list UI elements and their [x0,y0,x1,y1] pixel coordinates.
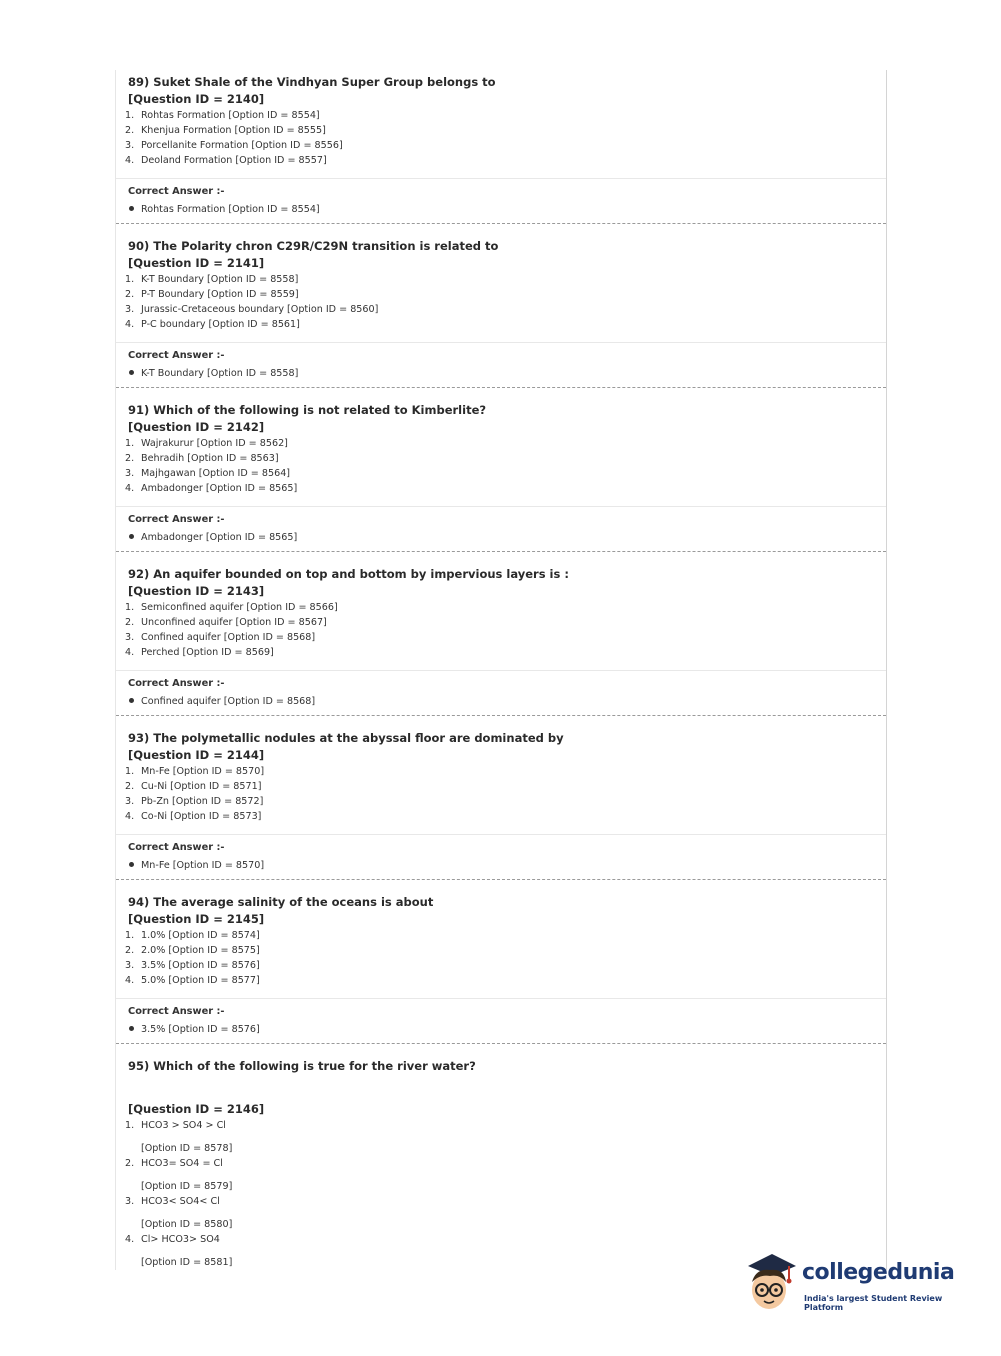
option-item: 1. Rohtas Formation [Option ID = 8554] [125,110,320,121]
question-id: [Question ID = 2143] [128,584,265,598]
question-block-95 [116,1054,886,1270]
option-item: 4. P-C boundary [Option ID = 8561] [125,319,300,330]
option-id: [Option ID = 8578] [141,1143,233,1154]
option-item: 3. Porcellanite Formation [Option ID = 8556] [125,140,343,151]
correct-answer-label: Correct Answer :- [128,514,225,525]
correct-answer-label: Correct Answer :- [128,350,225,361]
options-list [116,928,886,988]
option-formula: HCO3= SO4 = Cl [141,1158,223,1169]
option-item: 2. HCO3= SO4 = Cl [Option ID = 8579] [125,1156,886,1194]
correct-answer-value: 3.5% [Option ID = 8576] [128,1023,886,1037]
options-list [116,108,886,168]
option-item: 4. Co-Ni [Option ID = 8573] [125,811,262,822]
bullet-icon [129,862,134,867]
question-sheet [115,70,887,1270]
correct-answer-value: Rohtas Formation [Option ID = 8554] [128,203,886,217]
option-id: [Option ID = 8579] [141,1181,233,1192]
question-block-94 [116,890,886,1044]
option-formula: Cl> HCO3> SO4 [141,1234,220,1245]
option-item: 1. HCO3 > SO4 > Cl [Option ID = 8578] [125,1118,886,1156]
option-item: 1. 1.0% [Option ID = 8574] [125,930,260,941]
collegedunia-logo[interactable] [742,1252,972,1316]
option-item: 4. Deoland Formation [Option ID = 8557] [125,155,327,166]
question-title: 93) The polymetallic nodules at the abyssal floor are dominated by [128,731,564,745]
option-item: 1. Semiconfined aquifer [Option ID = 8566] [125,602,338,613]
question-id: [Question ID = 2142] [128,420,265,434]
question-id: [Question ID = 2144] [128,748,265,762]
correct-answer-label: Correct Answer :- [128,842,225,853]
correct-answer-box [116,342,886,388]
bullet-icon [129,206,134,211]
option-item: 3. Majhgawan [Option ID = 8564] [125,468,291,479]
option-item: 2. 2.0% [Option ID = 8575] [125,945,260,956]
question-id: [Question ID = 2140] [128,92,265,106]
question-title: 92) An aquifer bounded on top and bottom by impervious layers is : [128,567,569,581]
option-item: 1. K-T Boundary [Option ID = 8558] [125,274,299,285]
correct-answer-value: K-T Boundary [Option ID = 8558] [128,367,886,381]
question-block-90 [116,234,886,388]
option-item: 1. Mn-Fe [Option ID = 8570] [125,766,265,777]
option-item: 2. Khenjua Formation [Option ID = 8555] [125,125,326,136]
options-list [116,764,886,824]
question-title: 94) The average salinity of the oceans is about [128,895,434,909]
option-item: 2. P-T Boundary [Option ID = 8559] [125,289,299,300]
correct-answer-value: Confined aquifer [Option ID = 8568] [128,695,886,709]
question-id: [Question ID = 2146] [128,1102,265,1116]
correct-answer-value: Mn-Fe [Option ID = 8570] [128,859,886,873]
correct-answer-box [116,178,886,224]
option-formula: HCO3< SO4< Cl [141,1196,220,1207]
correct-answer-box [116,998,886,1044]
correct-answer-box [116,834,886,880]
correct-answer-box [116,506,886,552]
question-title: 89) Suket Shale of the Vindhyan Super Group belongs to [128,75,496,89]
bullet-icon [129,698,134,703]
logo-brand-text: collegedunia [802,1260,955,1285]
question-block-89 [116,70,886,224]
correct-answer-label: Correct Answer :- [128,1006,225,1017]
question-id: [Question ID = 2145] [128,912,265,926]
option-item: 3. Confined aquifer [Option ID = 8568] [125,632,316,643]
question-title: 91) Which of the following is not related to Kimberlite? [128,403,487,417]
option-item: 3. 3.5% [Option ID = 8576] [125,960,260,971]
bullet-icon [129,534,134,539]
bullet-icon [129,1026,134,1031]
option-id: [Option ID = 8581] [141,1257,233,1268]
options-list [116,600,886,660]
correct-answer-label: Correct Answer :- [128,186,225,197]
correct-answer-value: Ambadonger [Option ID = 8565] [128,531,886,545]
option-item: 4. Ambadonger [Option ID = 8565] [125,483,298,494]
option-item: 1. Wajrakurur [Option ID = 8562] [125,438,288,449]
option-item: 2. Unconfined aquifer [Option ID = 8567] [125,617,327,628]
option-item: 2. Behradih [Option ID = 8563] [125,453,279,464]
question-id: [Question ID = 2141] [128,256,265,270]
bullet-icon [129,370,134,375]
option-item: 2. Cu-Ni [Option ID = 8571] [125,781,262,792]
question-block-93 [116,726,886,880]
option-item: 3. HCO3< SO4< Cl [Option ID = 8580] [125,1194,886,1232]
option-item: 4. Cl> HCO3> SO4 [Option ID = 8581] [125,1232,886,1270]
mascot-icon [742,1252,798,1316]
option-item: 3. Jurassic-Cretaceous boundary [Option ID = 8560] [125,304,379,315]
correct-answer-box [116,670,886,716]
options-list [116,272,886,332]
option-formula: HCO3 > SO4 > Cl [141,1120,226,1131]
question-block-91 [116,398,886,552]
question-title: 95) Which of the following is true for the river water? [128,1059,476,1073]
options-list [116,436,886,496]
correct-answer-label: Correct Answer :- [128,678,225,689]
question-block-92 [116,562,886,716]
question-title: 90) The Polarity chron C29R/C29N transition is related to [128,239,499,253]
logo-tagline: India's largest Student Review Platform [804,1294,943,1312]
options-list [116,1118,886,1270]
option-item: 4. Perched [Option ID = 8569] [125,647,274,658]
option-id: [Option ID = 8580] [141,1219,233,1230]
option-item: 4. 5.0% [Option ID = 8577] [125,975,260,986]
option-item: 3. Pb-Zn [Option ID = 8572] [125,796,264,807]
